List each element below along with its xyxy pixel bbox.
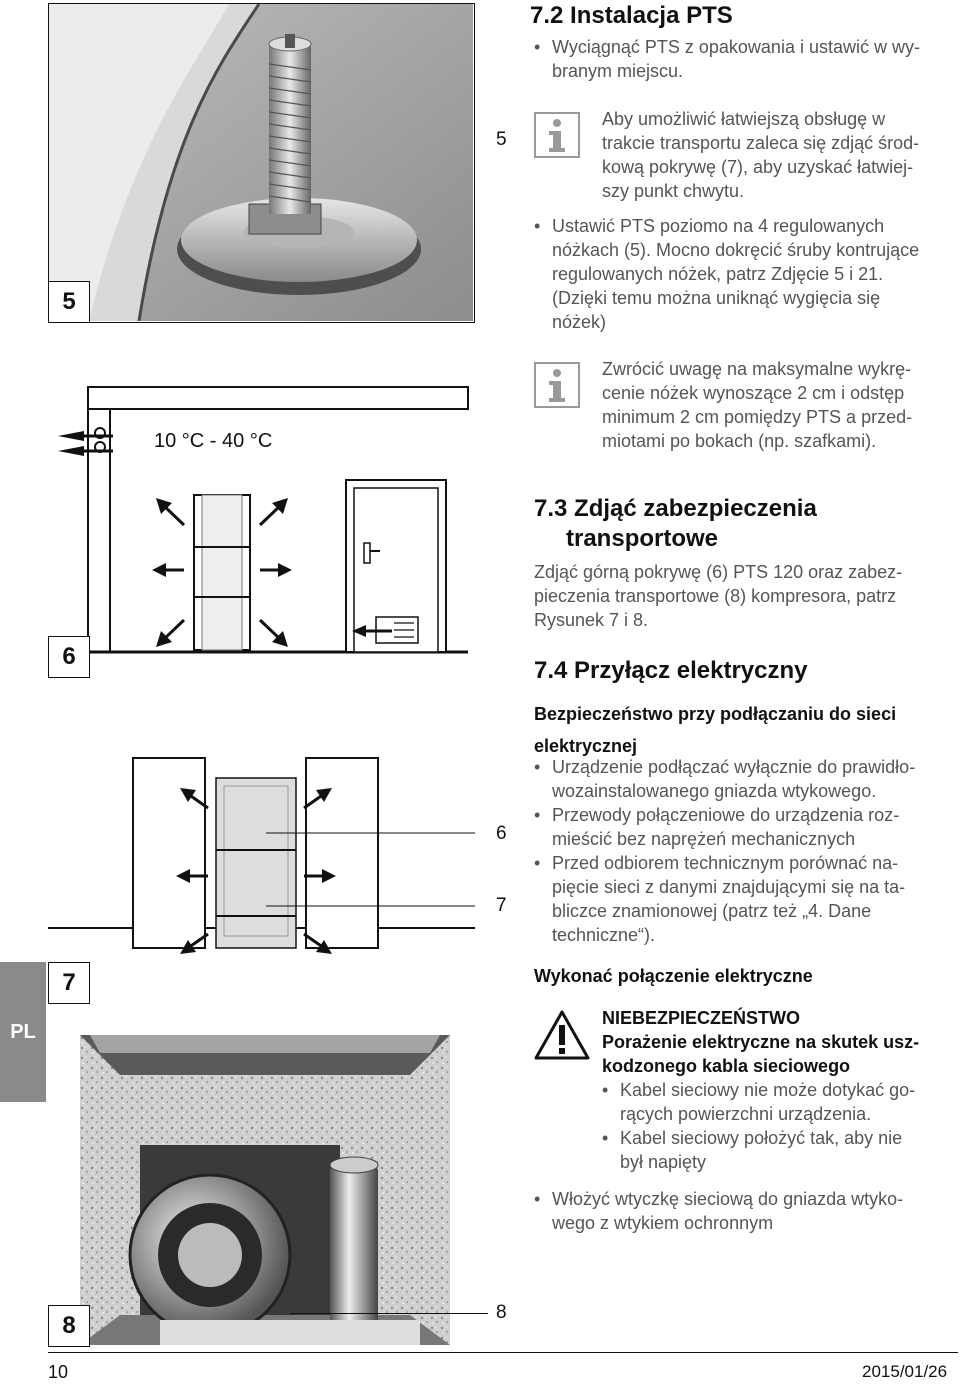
bullet-list-3 <box>534 755 958 947</box>
list-item: • Wyciągnąć PTS z opakowania i ustawić w wy- branym miejscu. <box>534 35 954 83</box>
list-item: • Przewody połączeniowe do urządzenia roz- mieścić bez naprężeń mechanicznych <box>534 803 958 851</box>
compressor-illustration <box>80 1035 450 1345</box>
footer-rule <box>48 1352 958 1353</box>
transport-lock-diagram <box>48 708 475 958</box>
list-item: • Kabel sieciowy położyć tak, aby nie był napięty <box>602 1126 958 1174</box>
list-item: • Urządzenie podłączać wyłącznie do prawidło- wozainstalowanego gniazda wtykowego. <box>534 755 958 803</box>
figure-7-label: 7 <box>48 962 90 1004</box>
page-number: 10 <box>48 1362 69 1382</box>
transport-lock-illustration <box>48 708 475 958</box>
clearance-illustration <box>48 355 475 685</box>
callout-6: 6 <box>496 823 507 844</box>
bullet-list-1 <box>534 35 954 83</box>
list-item: • Ustawić PTS poziomo na 4 regulowanych nóżkach (5). Mocno dokręcić śruby kontrujące regulowanych nóżek, patrz Zdjęcie 5 i 21. (Dzięki temu można uniknąć wygięcia się nóżek) <box>534 214 954 334</box>
section-7-3-body: Zdjąć górną pokrywę (6) PTS 120 oraz zabez- pieczenia transportowe (8) kompresora, patrz Rysunek 7 i 8. <box>534 562 903 630</box>
figure-5-label: 5 <box>48 281 90 323</box>
leveling-foot-illustration <box>49 4 473 321</box>
list-item: • Kabel sieciowy nie może dotykać go- rących powierzchni urządzenia. <box>602 1078 958 1126</box>
callout-8-line <box>290 1313 488 1314</box>
danger-block: NIEBEZPIECZEŃSTWO Porażenie elektryczne na skutek usz- kodzonego kabla sieciowego • Kabel sieciowy nie może dotykać go- rących powierzchni urządzenia. • Kabel sieciowy położyć tak, aby nie był napięty <box>602 1006 958 1174</box>
callout-7: 7 <box>496 895 507 916</box>
clearance-diagram <box>48 355 475 685</box>
heading-7-4: 7.4 Przyłącz elektryczny <box>534 657 808 684</box>
subheading-connect: Wykonać połączenie elektryczne <box>534 966 813 986</box>
info-icon <box>534 362 580 408</box>
danger-title: NIEBEZPIECZEŃSTWO <box>602 1008 801 1028</box>
footer-date: 2015/01/26 <box>862 1362 948 1381</box>
photo-leveling-foot <box>48 3 475 323</box>
warning-icon <box>534 1010 590 1060</box>
danger-bullets <box>602 1078 958 1174</box>
list-item: • Włożyć wtyczkę sieciową do gniazda wtyko- wego z wtykiem ochronnym <box>534 1187 958 1235</box>
callout-8: 8 <box>496 1302 507 1323</box>
photo-compressor <box>80 1035 450 1345</box>
figure-6-label: 6 <box>48 636 90 678</box>
bullet-list-2 <box>534 214 954 334</box>
heading-7-3: 7.3 Zdjąć zabezpieczenia transportowe <box>534 495 817 552</box>
callout-5: 5 <box>496 129 507 150</box>
list-item: • Przed odbiorem technicznym porównać na- pięcie sieci z danymi znajdującymi się na ta- bliczce znamionowej (patrz też „4. Dane techniczne“). <box>534 851 958 947</box>
info-note-2: Zwrócić uwagę na maksymalne wykrę- cenie nóżek wynoszące 2 cm i odstęp minimum 2 cm pomiędzy PTS a przed- miotami po bokach (np. szafkami). <box>602 359 913 451</box>
figure-8-label: 8 <box>48 1305 90 1347</box>
bullet-list-4 <box>534 1187 958 1235</box>
subheading-safety: Bezpieczeństwo przy podłączaniu do sieci elektrycznej <box>534 704 897 756</box>
heading-7-2: 7.2 Instalacja PTS <box>530 2 733 29</box>
info-icon <box>534 112 580 158</box>
info-note-1: Aby umożliwić łatwiejszą obsługę w trakcie transportu zaleca się zdjąć środ- kową pokrywę (7), aby uzyskać łatwiej- szy punkt chwytu. <box>602 109 920 201</box>
language-tab: PL <box>0 962 46 1102</box>
temperature-range-label: 10 °C - 40 °C <box>154 430 273 452</box>
